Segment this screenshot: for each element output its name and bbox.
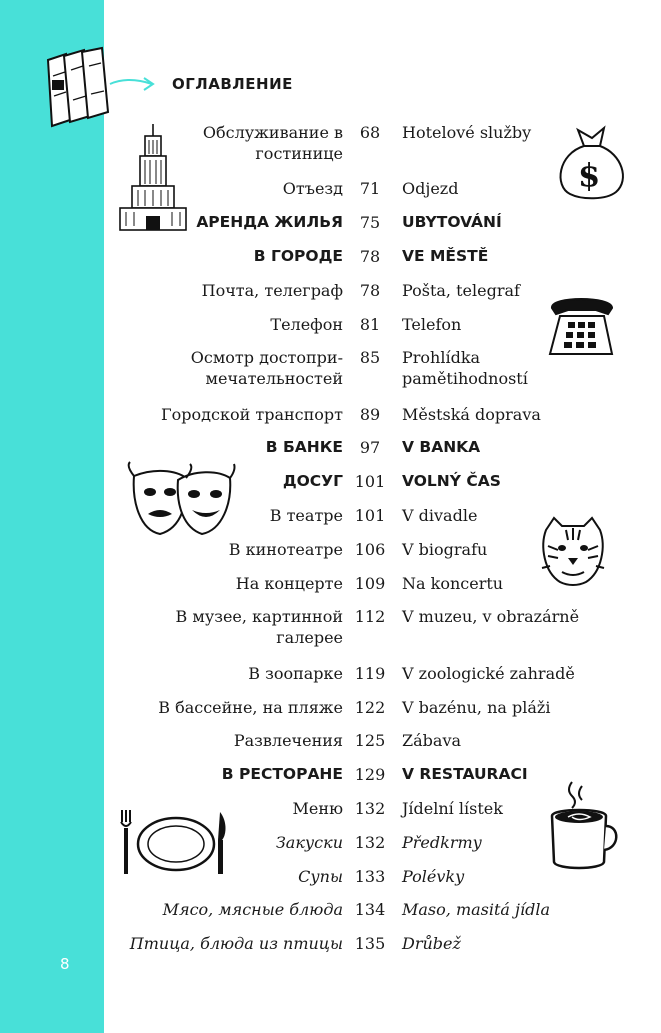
entry-page-number: 133	[354, 866, 386, 886]
svg-text:$: $	[578, 156, 601, 194]
entry-title-cz: V biografu	[402, 539, 488, 559]
theatre-masks-icon	[124, 462, 236, 540]
entry-page-number: 75	[359, 213, 381, 233]
entry-title-ru: Отъезд	[282, 179, 343, 199]
entry-title-cz: Hotelové služby	[402, 123, 532, 142]
entry-title-ru: Почта, телеграф	[201, 280, 343, 300]
entry-title-cz: Maso, masitá jídla	[402, 900, 551, 920]
page-number: 8	[60, 955, 70, 973]
entry-title-ru: ДОСУГ	[282, 472, 343, 491]
entry-page-number: 135	[354, 934, 386, 954]
entry-title-ru: Развлечения	[233, 731, 343, 751]
entry-title-cz: V BANKA	[402, 438, 481, 457]
entry-title-ru: Осмотр достопри- мечательностей	[190, 348, 343, 389]
entry-title-ru: В музее, картинной галерее	[175, 607, 343, 648]
entry-page-number: 89	[359, 404, 381, 424]
entry-title-cz: V bazénu, na pláži	[402, 697, 551, 717]
entry-title-ru: Меню	[292, 798, 343, 818]
entry-page-number: 125	[354, 731, 386, 751]
entry-page-number: 109	[354, 573, 386, 593]
entry-page-number: 132	[354, 798, 386, 818]
entry-title-cz: V muzeu, v obrazárně	[402, 607, 580, 627]
books-icon	[44, 46, 112, 128]
entry-page-number: 68	[359, 123, 381, 142]
entry-title-ru: Супы	[298, 866, 343, 886]
entry-title-cz: V zoologické zahradě	[402, 663, 575, 683]
entry-title-ru: Городской транспорт	[161, 404, 343, 424]
entry-title-ru: В РЕСТОРАНЕ	[221, 765, 343, 784]
entry-title-cz: Telefon	[402, 314, 462, 334]
entry-page-number: 71	[359, 179, 381, 199]
entry-title-cz: Zábava	[402, 731, 462, 751]
money-bag-icon	[552, 124, 632, 200]
skyscraper-icon	[118, 122, 188, 234]
entry-title-cz: Jídelní lístek	[402, 798, 503, 818]
side-band	[0, 0, 104, 1033]
entry-page-number: 134	[354, 900, 386, 920]
entry-title-ru: Обслуживание в гостинице	[202, 123, 343, 163]
tiger-icon	[540, 516, 606, 586]
entry-title-cz: Předkrmy	[402, 832, 482, 852]
coffee-cup-icon	[546, 780, 622, 872]
entry-title-ru: В кинотеатре	[228, 539, 343, 559]
entry-page-number: 129	[354, 765, 386, 785]
entry-title-ru: На концерте	[235, 573, 343, 593]
entry-page-number: 106	[354, 539, 386, 559]
entry-title-cz: VOLNÝ ČAS	[402, 472, 501, 491]
entry-page-number: 112	[354, 607, 386, 627]
entry-page-number: 122	[354, 697, 386, 717]
entry-page-number: 78	[359, 246, 381, 266]
entry-title-cz: UBYTOVÁNÍ	[402, 213, 502, 232]
entry-page-number: 119	[354, 663, 386, 683]
entry-title-cz: V RESTAURACI	[402, 765, 528, 784]
entry-title-ru: В БАНКЕ	[265, 438, 343, 457]
entry-page-number: 101	[354, 472, 386, 492]
entry-title-ru: Птица, блюда из птицы	[129, 934, 343, 954]
entry-title-ru: АРЕНДА ЖИЛЬЯ	[196, 213, 343, 232]
entry-title-ru: Закуски	[275, 832, 343, 852]
arrow-icon	[108, 74, 158, 94]
entry-page-number: 132	[354, 832, 386, 852]
entry-title-cz: Polévky	[402, 866, 465, 886]
entry-title-cz: Na koncertu	[402, 573, 504, 593]
entry-title-ru: Телефон	[270, 314, 343, 334]
entry-title-ru: В бассейне, на пляже	[158, 697, 343, 717]
entry-title-cz: Drůbež	[402, 934, 461, 954]
entry-page-number: 78	[359, 280, 381, 300]
telephone-icon	[546, 288, 618, 360]
entry-title-cz: V divadle	[402, 506, 478, 525]
plate-cutlery-icon	[116, 808, 232, 878]
entry-page-number: 101	[354, 506, 386, 525]
header-title: ОГЛАВЛЕНИЕ	[172, 75, 293, 93]
entry-title-ru: В зоопарке	[248, 663, 343, 683]
entry-title-cz: VE MĚSTĚ	[402, 246, 489, 265]
entry-page-number: 97	[359, 438, 381, 458]
entry-title-cz: Městská doprava	[402, 404, 541, 424]
entry-title-cz: Prohlídka pamětihodností	[402, 348, 528, 389]
entry-title-ru: Мясо, мясные блюда	[162, 900, 343, 920]
entry-title-ru: В театре	[269, 506, 343, 525]
entry-title-cz: Pošta, telegraf	[402, 280, 520, 300]
entry-page-number: 85	[359, 348, 381, 368]
entry-title-ru: В ГОРОДЕ	[253, 246, 343, 265]
entry-page-number: 81	[359, 314, 381, 334]
entry-title-cz: Odjezd	[402, 179, 459, 199]
